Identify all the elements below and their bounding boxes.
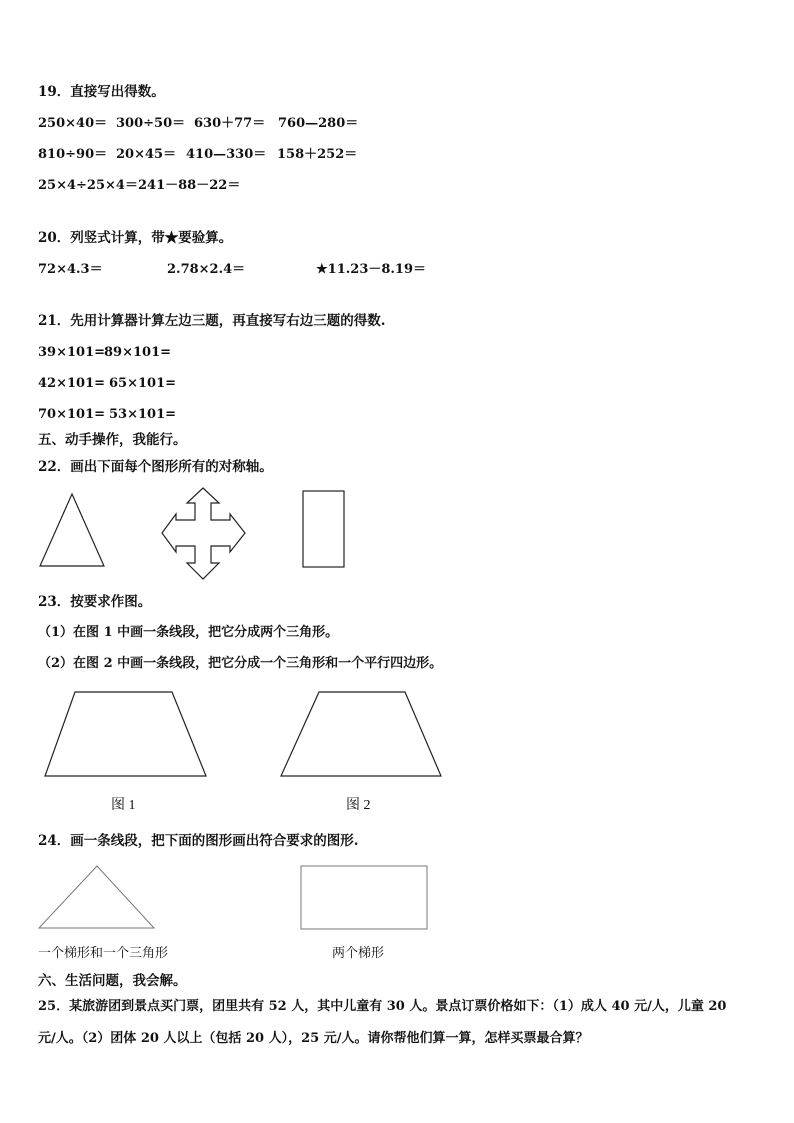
q23-caption-2: 图 2 <box>346 798 371 813</box>
q23-caption-1: 图 1 <box>111 798 136 813</box>
q23-title: 23．按要求作图。 <box>38 594 152 610</box>
q24-caption-2: 两个梯形 <box>332 946 385 961</box>
q20-item-1: 72×4.3＝ <box>38 262 103 277</box>
q25-line-2: 元/人。（2）团体 20 人以上（包括 20 人），25 元/人。请你帮他们算一算，怎样买票最合算？ <box>38 1031 589 1046</box>
q24-triangle <box>39 866 154 928</box>
q24-caption-1: 一个梯形和一个三角形 <box>38 946 169 961</box>
q19-r1-c4: 760—280＝ <box>278 116 359 131</box>
q23-part-1: （1）在图 1 中画一条线段，把它分成两个三角形。 <box>38 625 339 640</box>
q19-r1-c3: 630＋77＝ <box>194 116 266 131</box>
q23-part-2: （2）在图 2 中画一条线段，把它分成一个三角形和一个平行四边形。 <box>38 656 443 671</box>
q23-figure-1-trapezoid <box>45 692 206 776</box>
q19-r2-c2: 20×45＝ <box>116 147 177 162</box>
q19-title: 19．直接写出得数。 <box>38 84 165 100</box>
q24-rectangle <box>301 866 427 929</box>
section-6-heading: 六、生活问题，我会解。 <box>38 973 187 989</box>
q22-cross-arrows <box>162 488 245 579</box>
q21-title: 21．先用计算器计算左边三题，再直接写右边三题的得数. <box>38 313 386 329</box>
q25-line-1: 25．某旅游团到景点买门票，团里共有 52 人，其中儿童有 30 人。景点订票价格如下：（1）成人 40 元/人，儿童 20 <box>38 999 727 1014</box>
q20-title: 20．列竖式计算，带★要验算。 <box>38 230 233 246</box>
q23-figure-2-trapezoid <box>281 692 441 776</box>
q19-r1-c1: 250×40＝ <box>38 116 108 131</box>
q22-rectangle <box>303 491 344 567</box>
q19-r2-c1: 810÷90＝ <box>38 147 108 162</box>
q22-triangle <box>40 494 104 566</box>
q19-r3-c1: 25×4÷25×4＝ <box>38 178 138 193</box>
q21-r3-c1: 70×101= <box>38 407 106 422</box>
q21-r1-c1: 39×101= <box>38 345 106 360</box>
q20-item-2: 2.78×2.4＝ <box>167 262 246 277</box>
section-5-heading: 五、动手操作，我能行。 <box>38 432 187 448</box>
q19-r2-c4: 158＋252＝ <box>277 147 358 162</box>
q24-title: 24．画一条线段，把下面的图形画出符合要求的图形. <box>38 833 359 849</box>
q21-r2-c2: 65×101= <box>109 376 177 391</box>
q20-item-3: ★11.23－8.19＝ <box>316 262 427 277</box>
q21-r3-c2: 53×101= <box>109 407 177 422</box>
q19-r2-c3: 410—330＝ <box>186 147 267 162</box>
q21-r1-c2: 89×101= <box>104 345 172 360</box>
q19-r1-c2: 300÷50＝ <box>116 116 186 131</box>
q19-r3-c2: 241－88－22＝ <box>138 178 241 193</box>
q22-title: 22．画出下面每个图形所有的对称轴。 <box>38 459 273 475</box>
q21-r2-c1: 42×101= <box>38 376 106 391</box>
